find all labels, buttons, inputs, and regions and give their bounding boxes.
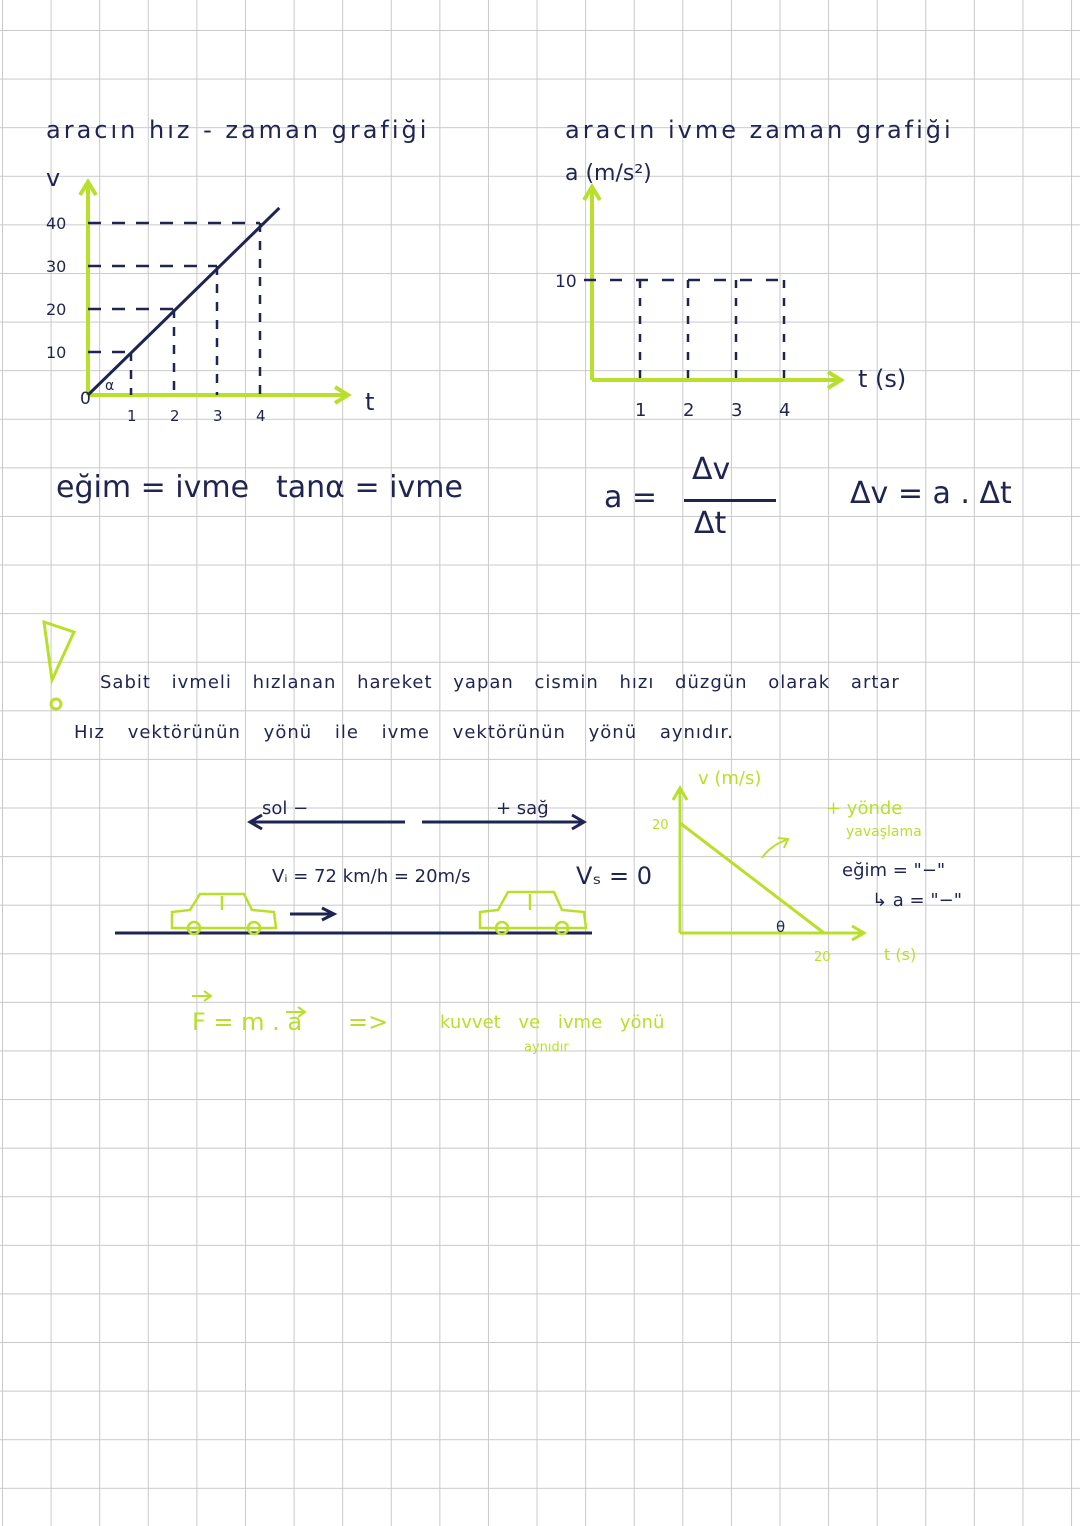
x-tick-label: 2 [170, 407, 180, 425]
x-axis-label: t (s) [884, 945, 917, 964]
left-graph-title: aracın hız - zaman grafiği [46, 116, 430, 144]
force-text: kuvvet ve ivme yönü [440, 1012, 665, 1033]
direction-left-label: sol − [262, 798, 309, 819]
y-axis-label: a (m/s²) [565, 161, 652, 186]
force-formula: F = m . a [192, 1008, 303, 1036]
delta-v-formula: Δv = a . Δt [850, 476, 1012, 511]
x-tick-label: 1 [127, 407, 137, 425]
y-tick-label: 20 [46, 300, 67, 319]
decel-note-3: eğim = "−" [842, 860, 946, 881]
note-line-1: Sabit ivmeli hızlanan hareket yapan cismin hızı düzgün olarak artar [100, 672, 900, 693]
accel-lhs: a = [604, 480, 658, 515]
angle-label: α [105, 378, 115, 394]
slope-formula: eğim = ivme [56, 470, 250, 505]
note-line-2: Hız vektörünün yönü ile ivme vektörünün yönü aynıdır. [74, 722, 734, 743]
y-tick-label: 10 [555, 272, 577, 292]
accel-denominator: Δt [694, 506, 727, 541]
x-tick-label: 3 [731, 400, 743, 421]
y-tick-label: 40 [46, 214, 67, 233]
y-tick-label: 30 [46, 257, 67, 276]
y-axis-label: v (m/s) [698, 768, 762, 789]
y-axis-label: v [46, 164, 61, 192]
x-tick-label: 2 [683, 400, 695, 421]
accel-numerator: Δv [692, 452, 731, 487]
final-velocity: Vₛ = 0 [576, 862, 653, 890]
x-axis-label: t (s) [858, 365, 907, 393]
x-tick-label: 3 [213, 407, 223, 425]
x-tick-label: 1 [635, 400, 647, 421]
x-axis-label: t [365, 388, 375, 416]
y-tick-label: 10 [46, 343, 67, 362]
decel-note-2: yavaşlama [846, 824, 922, 840]
y-tick-label: 20 [652, 818, 669, 833]
tan-formula: tanα = ivme [276, 470, 463, 505]
origin-label: 0 [80, 389, 91, 409]
initial-velocity: Vᵢ = 72 km/h = 20m/s [272, 866, 471, 887]
angle-label: θ [776, 918, 786, 936]
right-graph-title: aracın ivme zaman grafiği [565, 116, 954, 144]
decel-note-4: ↳ a = "−" [872, 890, 962, 911]
direction-right-label: + sağ [496, 798, 549, 819]
x-tick-label: 4 [256, 407, 266, 425]
x-tick-label: 4 [779, 400, 791, 421]
decel-note-1: + yönde [826, 798, 903, 819]
implies-arrow: => [348, 1008, 389, 1036]
x-tick-label: 20 [814, 950, 831, 965]
force-text-2: aynıdır [524, 1040, 569, 1055]
